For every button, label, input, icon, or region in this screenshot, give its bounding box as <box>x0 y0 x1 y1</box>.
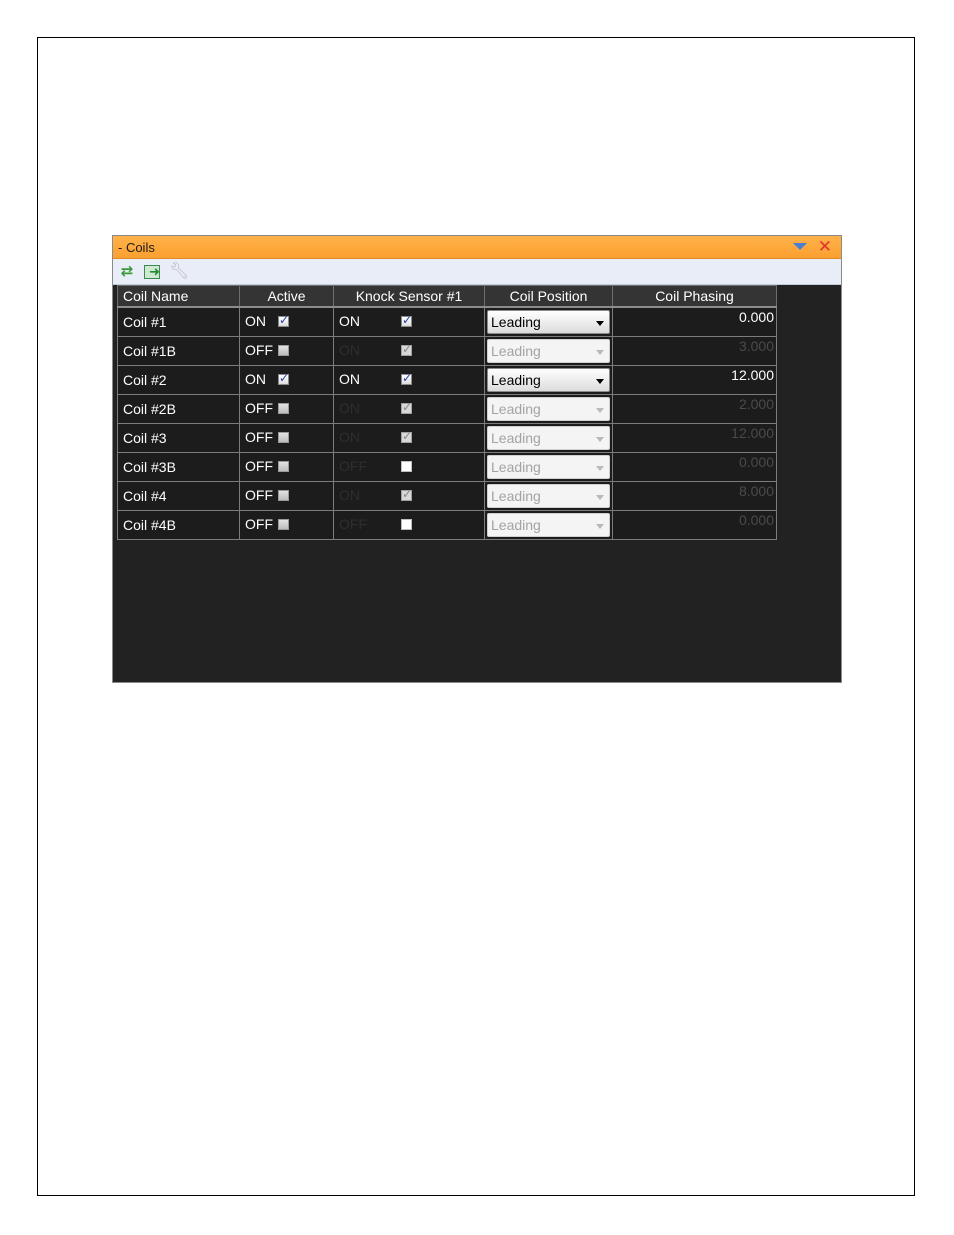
column-header-coil-position[interactable]: Coil Position <box>485 286 613 308</box>
coil-position-dropdown <box>487 455 610 479</box>
panel-title: - Coils <box>118 240 155 255</box>
dropdown-arrow-icon <box>596 350 604 355</box>
coil-phasing-cell-inner <box>613 395 776 423</box>
active-cell <box>240 482 334 511</box>
wrench-icon: 🔧︎ <box>169 263 190 280</box>
coil-name: Coil #1 <box>123 314 167 330</box>
coil-phasing-value: 8.000 <box>738 483 774 499</box>
knock-sensor-cell <box>334 395 485 424</box>
active-cell-inner <box>240 308 333 336</box>
dropdown-arrow-icon <box>596 321 604 326</box>
coil-phasing-cell <box>613 453 777 482</box>
active-cell-inner <box>240 453 333 481</box>
knock-sensor-cell <box>334 424 485 453</box>
active-checkbox[interactable] <box>278 403 289 414</box>
dropdown-arrow-icon <box>596 379 604 384</box>
table-body <box>118 307 777 540</box>
active-label: ON <box>245 313 266 329</box>
active-cell <box>240 366 334 395</box>
coil-position-cell-inner <box>485 424 612 452</box>
coil-name-cell <box>118 424 240 453</box>
coil-position-cell-inner <box>485 395 612 423</box>
knock-sensor-cell-inner <box>334 453 484 481</box>
knock-sensor-cell <box>334 337 485 366</box>
coil-position-dropdown <box>487 484 610 508</box>
coil-name: Coil #3 <box>123 430 167 446</box>
active-checkbox[interactable] <box>278 432 289 443</box>
active-checkbox[interactable] <box>278 461 289 472</box>
table-row <box>118 482 777 511</box>
knock-sensor-cell <box>334 482 485 511</box>
knock-sensor-checkbox <box>401 429 413 443</box>
active-cell-inner <box>240 395 333 423</box>
dropdown-arrow-icon <box>596 524 604 529</box>
coil-phasing-value: 12.000 <box>731 367 774 383</box>
coil-phasing-cell-inner <box>613 511 776 539</box>
table-row <box>118 453 777 482</box>
coil-name-cell <box>118 337 240 366</box>
coil-position-cell <box>485 482 613 511</box>
coil-position-cell-inner <box>485 482 612 510</box>
active-checkbox[interactable] <box>278 490 289 501</box>
active-label: OFF <box>245 458 273 474</box>
column-header-coil-name[interactable]: Coil Name <box>118 286 240 308</box>
coil-position-cell <box>485 366 613 395</box>
coil-name-cell <box>118 307 240 337</box>
coil-position-value: Leading <box>491 459 541 475</box>
coil-phasing-cell <box>613 337 777 366</box>
knock-sensor-cell <box>334 511 485 540</box>
coil-position-value: Leading <box>491 517 541 533</box>
export-icon[interactable] <box>143 263 161 281</box>
active-cell <box>240 337 334 366</box>
active-cell-inner <box>240 482 333 510</box>
active-label: OFF <box>245 342 273 358</box>
coil-name-cell <box>118 366 240 395</box>
coil-phasing-cell <box>613 482 777 511</box>
coil-phasing-cell[interactable] <box>613 307 777 337</box>
dropdown-arrow-icon <box>596 466 604 471</box>
coil-phasing-cell-inner <box>613 453 776 481</box>
active-checkbox[interactable] <box>278 313 290 327</box>
coil-phasing-cell-inner <box>613 337 776 365</box>
coil-position-dropdown <box>487 513 610 537</box>
active-label: OFF <box>245 516 273 532</box>
active-cell <box>240 424 334 453</box>
coil-phasing-value: 3.000 <box>738 338 774 354</box>
table-row <box>118 424 777 453</box>
close-icon[interactable]: ✕ <box>817 237 832 256</box>
coil-phasing-cell <box>613 511 777 540</box>
check-icon: ✓ <box>402 371 413 385</box>
column-header-active[interactable]: Active <box>240 286 334 308</box>
knock-sensor-cell-inner <box>334 424 484 452</box>
dropdown-arrow-icon <box>596 495 604 500</box>
coil-position-cell <box>485 424 613 453</box>
coil-position-dropdown[interactable] <box>487 310 610 334</box>
active-checkbox[interactable] <box>278 519 289 530</box>
knock-sensor-cell <box>334 307 485 337</box>
coil-name: Coil #4B <box>123 517 176 533</box>
panel-titlebar <box>113 236 841 259</box>
knock-sensor-cell-inner <box>334 308 484 336</box>
coil-position-cell-inner <box>485 366 612 394</box>
coil-position-cell-inner <box>485 511 612 539</box>
knock-sensor-cell <box>334 366 485 395</box>
coil-position-cell-inner <box>485 453 612 481</box>
active-cell <box>240 511 334 540</box>
table-row <box>118 366 777 395</box>
knock-sensor-checkbox <box>401 400 413 414</box>
coil-phasing-value: 2.000 <box>738 396 774 412</box>
coil-position-value: Leading <box>491 343 541 359</box>
coil-phasing-value: 0.000 <box>738 512 774 528</box>
knock-sensor-label: ON <box>339 371 360 387</box>
coil-phasing-value: 0.000 <box>738 309 774 325</box>
coil-position-cell-inner <box>485 308 612 336</box>
active-cell-inner <box>240 424 333 452</box>
refresh-icon[interactable]: ⇄ <box>120 263 134 280</box>
check-icon: ✓ <box>279 371 290 385</box>
knock-sensor-checkbox <box>401 487 413 501</box>
coil-phasing-cell-inner <box>613 308 776 336</box>
coil-position-dropdown[interactable] <box>487 368 610 392</box>
coil-phasing-cell-inner <box>613 482 776 510</box>
table-row <box>118 511 777 540</box>
knock-sensor-checkbox[interactable] <box>401 371 413 385</box>
coils-panel <box>112 235 842 683</box>
knock-sensor-checkbox <box>401 342 413 356</box>
knock-sensor-cell-inner <box>334 366 484 394</box>
knock-sensor-label: ON <box>339 487 360 503</box>
coil-name-cell <box>118 395 240 424</box>
check-icon: ✓ <box>279 313 290 327</box>
active-label: OFF <box>245 429 273 445</box>
knock-sensor-cell-inner <box>334 482 484 510</box>
active-label: ON <box>245 371 266 387</box>
column-header-knock-sensor[interactable]: Knock Sensor #1 <box>334 286 485 308</box>
panel-toolbar <box>113 259 841 285</box>
coil-phasing-value: 12.000 <box>731 425 774 441</box>
coil-position-cell-inner <box>485 337 612 365</box>
knock-sensor-label: OFF <box>339 458 367 474</box>
coil-position-cell <box>485 453 613 482</box>
check-icon: ✓ <box>402 342 413 356</box>
active-cell-inner <box>240 366 333 394</box>
coil-name-cell <box>118 482 240 511</box>
coil-name-cell <box>118 511 240 540</box>
coil-position-dropdown <box>487 339 610 363</box>
table-row <box>118 395 777 424</box>
knock-sensor-label: ON <box>339 342 360 358</box>
table-header-row <box>118 286 777 308</box>
knock-sensor-label: ON <box>339 429 360 445</box>
coil-position-cell <box>485 511 613 540</box>
active-cell-inner <box>240 337 333 365</box>
coil-position-value: Leading <box>491 372 541 388</box>
knock-sensor-checkbox[interactable] <box>401 313 413 327</box>
coil-position-value: Leading <box>491 430 541 446</box>
coil-name: Coil #2B <box>123 401 176 417</box>
coil-position-value: Leading <box>491 314 541 330</box>
table-row <box>118 337 777 366</box>
active-label: OFF <box>245 400 273 416</box>
coil-phasing-cell-inner <box>613 424 776 452</box>
check-icon: ✓ <box>402 400 413 414</box>
coil-name: Coil #4 <box>123 488 167 504</box>
knock-sensor-label: OFF <box>339 516 367 532</box>
knock-sensor-cell-inner <box>334 337 484 365</box>
knock-sensor-label: ON <box>339 400 360 416</box>
coil-phasing-cell <box>613 395 777 424</box>
coil-position-cell <box>485 307 613 337</box>
check-icon: ✓ <box>402 429 413 443</box>
active-cell-inner <box>240 511 333 539</box>
knock-sensor-cell <box>334 453 485 482</box>
knock-sensor-checkbox <box>401 461 412 472</box>
coil-phasing-value: 0.000 <box>738 454 774 470</box>
coil-name-cell <box>118 453 240 482</box>
table-row <box>118 307 777 337</box>
coil-phasing-cell <box>613 424 777 453</box>
dropdown-arrow-icon <box>596 437 604 442</box>
chevron-down-icon[interactable] <box>793 243 807 250</box>
active-cell <box>240 307 334 337</box>
active-checkbox[interactable] <box>278 371 290 385</box>
coils-table <box>117 285 777 540</box>
knock-sensor-label: ON <box>339 313 360 329</box>
column-header-coil-phasing[interactable]: Coil Phasing <box>613 286 777 308</box>
coil-phasing-cell-inner <box>613 366 776 394</box>
coil-position-cell <box>485 337 613 366</box>
coil-phasing-cell[interactable] <box>613 366 777 395</box>
knock-sensor-checkbox <box>401 519 412 530</box>
active-checkbox[interactable] <box>278 345 289 356</box>
coil-position-dropdown <box>487 397 610 421</box>
coil-position-value: Leading <box>491 401 541 417</box>
knock-sensor-cell-inner <box>334 395 484 423</box>
coil-position-cell <box>485 395 613 424</box>
coil-name: Coil #3B <box>123 459 176 475</box>
dropdown-arrow-icon <box>596 408 604 413</box>
coil-position-dropdown <box>487 426 610 450</box>
active-cell <box>240 453 334 482</box>
export-icon-arrow: ➜ <box>149 264 160 279</box>
active-cell <box>240 395 334 424</box>
coil-name: Coil #1B <box>123 343 176 359</box>
knock-sensor-cell-inner <box>334 511 484 539</box>
check-icon: ✓ <box>402 313 413 327</box>
active-label: OFF <box>245 487 273 503</box>
coil-position-value: Leading <box>491 488 541 504</box>
check-icon: ✓ <box>402 487 413 501</box>
coil-name: Coil #2 <box>123 372 167 388</box>
